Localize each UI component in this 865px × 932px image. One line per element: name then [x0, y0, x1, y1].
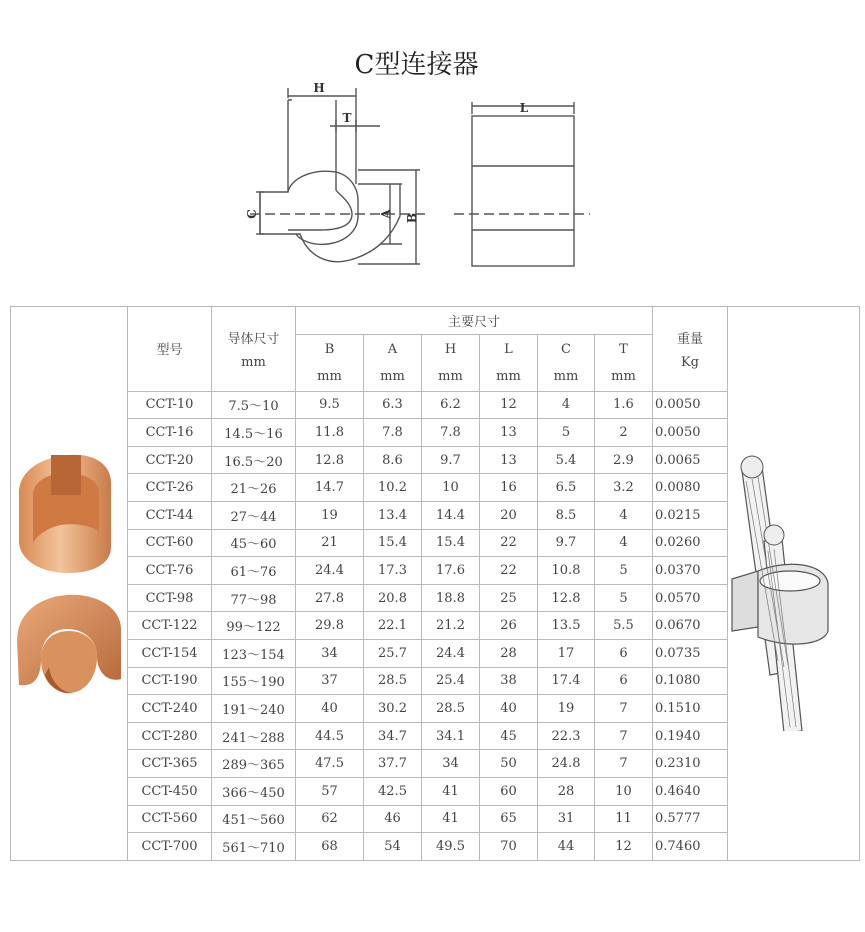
cell-weight: 0.7460: [653, 833, 728, 861]
cell-c: 22.3: [538, 722, 595, 750]
cell-weight: 0.0670: [653, 612, 728, 640]
cell-conductor: 77～98: [212, 584, 296, 612]
page-title: C型连接器: [354, 50, 479, 80]
cell-weight: 0.0215: [653, 501, 728, 529]
cell-weight: 0.1510: [653, 695, 728, 723]
cell-l: 70: [480, 833, 538, 861]
cell-l: 26: [480, 612, 538, 640]
cell-model: CCT-60: [128, 529, 212, 557]
cell-conductor: 123～154: [212, 639, 296, 667]
cell-weight: 0.4640: [653, 777, 728, 805]
cell-model: CCT-280: [128, 722, 212, 750]
cell-conductor: 7.5～10: [212, 391, 296, 419]
label-t: T: [342, 111, 352, 125]
cell-a: 8.6: [364, 446, 422, 474]
cell-b: 14.7: [296, 474, 364, 502]
cell-conductor: 61～76: [212, 557, 296, 585]
cell-l: 13: [480, 446, 538, 474]
cell-conductor: 241～288: [212, 722, 296, 750]
cell-b: 34: [296, 639, 364, 667]
cell-weight: 0.2310: [653, 750, 728, 778]
cell-c: 10.8: [538, 557, 595, 585]
cell-conductor: 99～122: [212, 612, 296, 640]
dimension-drawing: [240, 80, 600, 280]
cell-t: 6: [595, 639, 653, 667]
dim-name: L: [504, 341, 513, 357]
cell-c: 5: [538, 419, 595, 447]
cell-a: 6.3: [364, 391, 422, 419]
cell-c: 8.5: [538, 501, 595, 529]
cell-l: 22: [480, 557, 538, 585]
cell-b: 12.8: [296, 446, 364, 474]
cell-model: CCT-190: [128, 667, 212, 695]
cell-a: 46: [364, 805, 422, 833]
cell-c: 6.5: [538, 474, 595, 502]
cell-model: CCT-16: [128, 419, 212, 447]
cell-t: 2: [595, 419, 653, 447]
dim-name: C: [561, 341, 571, 357]
cell-t: 11: [595, 805, 653, 833]
cell-weight: 0.5777: [653, 805, 728, 833]
cell-a: 54: [364, 833, 422, 861]
header-dim-a: [364, 334, 422, 391]
cell-l: 25: [480, 584, 538, 612]
cell-c: 12.8: [538, 584, 595, 612]
cell-b: 57: [296, 777, 364, 805]
dim-name: B: [324, 341, 335, 357]
cell-b: 47.5: [296, 750, 364, 778]
cell-weight: 0.0735: [653, 639, 728, 667]
cell-conductor: 14.5～16: [212, 419, 296, 447]
cell-a: 17.3: [364, 557, 422, 585]
dim-name: T: [619, 341, 628, 357]
cell-h: 9.7: [422, 446, 480, 474]
cell-conductor: 451～560: [212, 805, 296, 833]
header-dim-b: [296, 334, 364, 391]
cell-c: 5.4: [538, 446, 595, 474]
cell-h: 49.5: [422, 833, 480, 861]
header-conductor-label: 导体尺寸: [227, 331, 280, 347]
cell-weight: 0.0050: [653, 391, 728, 419]
label-b: B: [405, 212, 419, 224]
cell-t: 5: [595, 557, 653, 585]
cell-conductor: 21～26: [212, 474, 296, 502]
cell-weight: 0.1080: [653, 667, 728, 695]
dim-unit: mm: [553, 368, 579, 384]
header-weight-label: 重量: [676, 331, 703, 347]
cell-c: 13.5: [538, 612, 595, 640]
spec-table: [10, 306, 860, 861]
header-weight: [653, 307, 728, 392]
cell-weight: 0.0260: [653, 529, 728, 557]
dim-unit: mm: [611, 368, 636, 384]
cell-h: 21.2: [422, 612, 480, 640]
cell-weight: 0.0570: [653, 584, 728, 612]
cell-model: CCT-20: [128, 446, 212, 474]
header-conductor-unit: mm: [241, 354, 266, 370]
cell-h: 15.4: [422, 529, 480, 557]
label-c: C: [245, 209, 259, 219]
label-h: H: [313, 81, 325, 95]
cell-a: 25.7: [364, 639, 422, 667]
cell-b: 29.8: [296, 612, 364, 640]
dim-name: A: [387, 341, 398, 357]
header-dim-l: [480, 334, 538, 391]
cell-t: 7: [595, 695, 653, 723]
cell-h: 6.2: [422, 391, 480, 419]
cell-model: CCT-154: [128, 639, 212, 667]
cell-h: 17.6: [422, 557, 480, 585]
cell-c: 28: [538, 777, 595, 805]
cell-h: 7.8: [422, 419, 480, 447]
cell-b: 27.8: [296, 584, 364, 612]
cell-a: 20.8: [364, 584, 422, 612]
cell-h: 25.4: [422, 667, 480, 695]
cell-b: 68: [296, 833, 364, 861]
cell-l: 13: [480, 419, 538, 447]
cell-l: 20: [480, 501, 538, 529]
cell-t: 2.9: [595, 446, 653, 474]
cell-a: 15.4: [364, 529, 422, 557]
cell-model: CCT-44: [128, 501, 212, 529]
cell-conductor: 155～190: [212, 667, 296, 695]
cell-conductor: 561～710: [212, 833, 296, 861]
cell-l: 65: [480, 805, 538, 833]
cell-b: 40: [296, 695, 364, 723]
cell-t: 10: [595, 777, 653, 805]
label-l: L: [519, 101, 529, 115]
cell-b: 37: [296, 667, 364, 695]
header-dim-t: [595, 334, 653, 391]
cell-t: 12: [595, 833, 653, 861]
cell-h: 28.5: [422, 695, 480, 723]
cell-l: 45: [480, 722, 538, 750]
cell-c: 19: [538, 695, 595, 723]
header-model: 型号: [128, 307, 212, 392]
header-dim-c: [538, 334, 595, 391]
cell-l: 50: [480, 750, 538, 778]
cell-t: 1.6: [595, 391, 653, 419]
cell-t: 5.5: [595, 612, 653, 640]
cell-a: 13.4: [364, 501, 422, 529]
cell-conductor: 289～365: [212, 750, 296, 778]
connector-photo: [11, 307, 128, 861]
cell-b: 24.4: [296, 557, 364, 585]
cell-conductor: 366～450: [212, 777, 296, 805]
cell-weight: 0.0080: [653, 474, 728, 502]
cell-h: 41: [422, 777, 480, 805]
cell-a: 10.2: [364, 474, 422, 502]
cell-b: 9.5: [296, 391, 364, 419]
cable-connector-image: [728, 431, 859, 731]
cell-h: 18.8: [422, 584, 480, 612]
cell-c: 17: [538, 639, 595, 667]
cell-a: 37.7: [364, 750, 422, 778]
dim-unit: mm: [317, 368, 342, 384]
cell-t: 6: [595, 667, 653, 695]
cell-l: 16: [480, 474, 538, 502]
cell-a: 34.7: [364, 722, 422, 750]
cell-a: 7.8: [364, 419, 422, 447]
cell-l: 60: [480, 777, 538, 805]
cell-b: 44.5: [296, 722, 364, 750]
cell-h: 34: [422, 750, 480, 778]
cell-b: 62: [296, 805, 364, 833]
cell-conductor: 16.5～20: [212, 446, 296, 474]
cell-b: 21: [296, 529, 364, 557]
cell-c: 4: [538, 391, 595, 419]
cell-model: CCT-122: [128, 612, 212, 640]
cell-l: 22: [480, 529, 538, 557]
cell-a: 30.2: [364, 695, 422, 723]
header-conductor: [212, 307, 296, 392]
cell-conductor: 45～60: [212, 529, 296, 557]
header-weight-unit: Kg: [680, 354, 700, 370]
cell-a: 42.5: [364, 777, 422, 805]
label-a: A: [379, 209, 393, 219]
copper-connector-image: [11, 431, 127, 731]
cell-model: CCT-26: [128, 474, 212, 502]
cell-conductor: 27～44: [212, 501, 296, 529]
cell-weight: 0.1940: [653, 722, 728, 750]
cell-c: 31: [538, 805, 595, 833]
cell-c: 17.4: [538, 667, 595, 695]
installation-illustration: [728, 307, 860, 861]
cell-t: 7: [595, 722, 653, 750]
header-dim-h: [422, 334, 480, 391]
cell-h: 24.4: [422, 639, 480, 667]
cell-t: 4: [595, 501, 653, 529]
dim-unit: mm: [380, 368, 405, 384]
cell-model: CCT-76: [128, 557, 212, 585]
cell-model: CCT-10: [128, 391, 212, 419]
cell-b: 11.8: [296, 419, 364, 447]
cell-model: CCT-700: [128, 833, 212, 861]
dim-unit: mm: [438, 368, 463, 384]
cell-model: CCT-450: [128, 777, 212, 805]
cell-weight: 0.0050: [653, 419, 728, 447]
cell-weight: 0.0370: [653, 557, 728, 585]
cell-h: 10: [422, 474, 480, 502]
cell-c: 24.8: [538, 750, 595, 778]
cell-l: 12: [480, 391, 538, 419]
cell-l: 38: [480, 667, 538, 695]
dim-name: H: [444, 341, 457, 357]
cell-l: 40: [480, 695, 538, 723]
cell-l: 28: [480, 639, 538, 667]
cell-t: 3.2: [595, 474, 653, 502]
cell-c: 9.7: [538, 529, 595, 557]
cell-h: 41: [422, 805, 480, 833]
cell-a: 28.5: [364, 667, 422, 695]
cell-model: CCT-98: [128, 584, 212, 612]
cell-t: 4: [595, 529, 653, 557]
cell-b: 19: [296, 501, 364, 529]
cell-model: CCT-240: [128, 695, 212, 723]
cell-model: CCT-365: [128, 750, 212, 778]
cell-conductor: 191～240: [212, 695, 296, 723]
cell-model: CCT-560: [128, 805, 212, 833]
cell-h: 34.1: [422, 722, 480, 750]
cell-weight: 0.0065: [653, 446, 728, 474]
header-main-dims: 主要尺寸: [296, 307, 653, 335]
cell-t: 5: [595, 584, 653, 612]
cell-h: 14.4: [422, 501, 480, 529]
cell-a: 22.1: [364, 612, 422, 640]
cell-c: 44: [538, 833, 595, 861]
cell-t: 7: [595, 750, 653, 778]
dim-unit: mm: [496, 368, 521, 384]
